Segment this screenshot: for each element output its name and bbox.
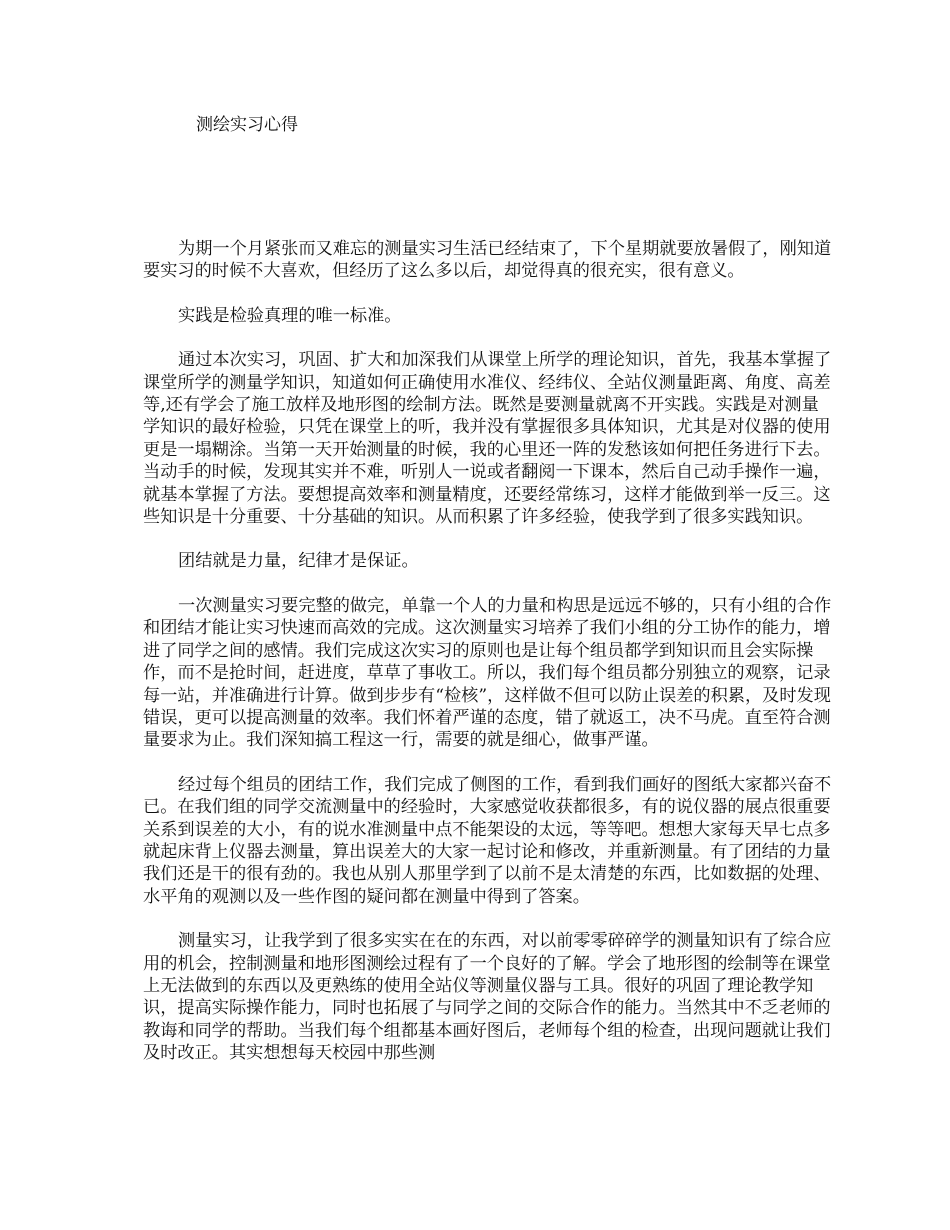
- document-title: 测绘实习心得: [196, 115, 298, 135]
- paragraph-summary: 测量实习，让我学到了很多实实在在的东西，对以前零零碎碎学的测量知识有了综合应用的机会，控制测量和地形图测绘过程有了一个良好的了解。学会了地形图的绘制等在课堂上无法做到的东西以及更熟练的使用全站仪等测量仪器与工具。很好的巩固了理论教学知识，提高实际操作能力，同时也拓展了与同学之间的交际合作的能力。当然其中不乏老师的教诲和同学的帮助。当我们每个组都基本画好图后，老师每个组的检查，出现问题就让我们及时改正。其实想想每天校园中那些测: [143, 931, 832, 1064]
- paragraph-intro: 为期一个月紧张而又难忘的测量实习生活已经结束了，下个星期就要放暑假了，刚知道要实习的时候不大喜欢，但经历了这么多以后，却觉得真的很充实，很有意义。: [143, 239, 832, 282]
- paragraph-heading-practice: 实践是检验真理的唯一标准。: [178, 305, 402, 326]
- paragraph-heading-unity: 团结就是力量，纪律才是保证。: [178, 551, 419, 572]
- document-body: [143, 238, 833, 1087]
- paragraph-practice: 通过本次实习，巩固、扩大和加深我们从课堂上所学的理论知识，首先，我基本掌握了课堂所学的测量学知识，知道如何正确使用水准仪、经纬仪、全站仪测量距离、角度、高差等,还有学会了施工放样及地形图的绘制方法。既然是要测量就离不开实践。实践是对测量学知识的最好检验，只凭在课堂上的听，我并没有掌握很多具体知识，尤其是对仪器的使用更是一塌糊涂。当第一天开始测量的时候，我的心里还一阵的发愁该如何把任务进行下去。当动手的时候，发现其实并不难，听别人一说或者翻阅一下课本，然后自己动手操作一遍，就基本掌握了方法。要想提高效率和测量精度，还要经常练习，这样才能做到举一反三。这些知识是十分重要、十分基础的知识。从而积累了许多经验，使我学到了很多实践知识。: [143, 350, 832, 528]
- paragraph-teamwork: 一次测量实习要完整的做完，单靠一个人的力量和构思是远远不够的，只有小组的合作和团结才能让实习快速而高效的完成。这次测量实习培养了我们小组的分工协作的能力，增进了同学之间的感情。我们完成这次实习的原则也是让每个组员都学到知识而且会实际操作，而不是抢时间，赶进度，草草了事收工。所以，我们每个组员都分别独立的观察，记录每一站，并准确进行计算。做到步步有“检核”，这样做不但可以防止误差的积累，及时发现错误，更可以提高测量的效率。我们怀着严谨的态度，错了就返工，决不马虎。直至符合测量要求为止。我们深知搞工程这一行，需要的就是细心，做事严谨。: [143, 595, 832, 751]
- paragraph-results: 经过每个组员的团结工作，我们完成了侧图的工作，看到我们画好的图纸大家都兴奋不已。在我们组的同学交流测量中的经验时，大家感觉收获都很多，有的说仪器的展点很重要关系到误差的大小，有的说水准测量中点不能架设的太远，等等吧。想想大家每天早七点多就起床背上仪器去测量，算出误差大的大家一起讨论和修改，并重新测量。有了团结的力量我们还是干的很有劲的。我也从别人那里学到了以前不是太清楚的东西，比如数据的处理、水平角的观测以及一些作图的疑问都在测量中得到了答案。: [143, 774, 832, 907]
